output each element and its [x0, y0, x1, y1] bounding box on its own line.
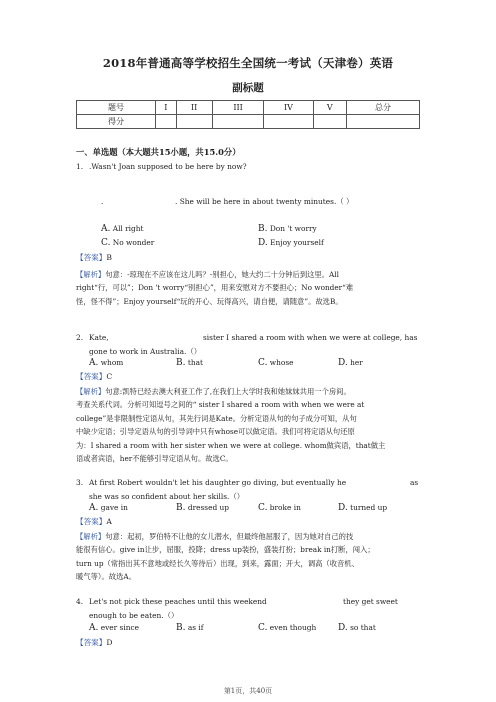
score-cell	[156, 115, 177, 129]
score-cell	[212, 115, 264, 129]
score-cell	[313, 115, 347, 129]
option-a: A. whom	[89, 358, 124, 368]
analysis-block: 【解析】句意：-琼现在不应该在这儿吗？-别担心，她大约二十分钟后到这里。All right“行，可以”；Don 't worry“别担心”，用来安慰对方不要担心；No wonder“难 怪，怪不得”；Enjoy yourself“玩的开心、玩得高兴，请自便，请随意”。故选B。	[76, 270, 354, 306]
question-stem: enough to be eaten.（）	[89, 611, 179, 620]
option-c: C. broke in	[258, 503, 301, 513]
analysis-block: 【解析】句意：起初，罗伯特不让他的女儿潜水，但最终他屈服了，因为她对自己的技 能很有信心。give in让步，屈服，投降；dress up装扮，盛装打扮；break in打断，闯入； turn up（常指出其不意地或经长久等待后）出现，到来，露面；开大，调高（收音机、 暖气等）。故选A。	[76, 532, 375, 582]
option-a: A. All right	[101, 224, 144, 234]
question-stem: Kate,	[89, 333, 109, 342]
table-header-cell: V	[313, 101, 347, 115]
question-number: 4.	[76, 597, 84, 606]
document-subtitle: 副标题	[232, 82, 264, 94]
document-title: 2018年普通高等学校招生全国统一考试（天津卷）英语	[102, 56, 394, 70]
score-cell	[176, 115, 212, 129]
option-d: D. so that	[338, 623, 376, 633]
question-stem: . She will be here in about twenty minutes.（ ）	[175, 197, 354, 206]
score-cell	[347, 115, 420, 129]
question-stem: .Wasn't Joan supposed to be here by now?	[89, 162, 247, 171]
table-header-cell: III	[212, 101, 264, 115]
question-number: 1.	[76, 162, 84, 171]
question-stem: Let's not pick these peaches until this weekend	[89, 597, 267, 606]
question-stem: gone to work in Australia.（）	[89, 347, 202, 356]
page-footer: 第1页，共40页	[223, 687, 273, 695]
option-a: A. gave in	[89, 503, 128, 513]
table-header-cell: I	[156, 101, 177, 115]
option-c: C. whose	[258, 358, 294, 368]
option-d: D. her	[338, 358, 363, 368]
question-stem: as	[410, 478, 419, 487]
question-stem: At first Robert wouldn't let his daughter go diving, but eventually he	[89, 478, 347, 487]
score-table-header-row	[77, 101, 420, 115]
table-header-cell: 题号	[77, 101, 156, 115]
option-b: B. dressed up	[176, 503, 230, 513]
question-stem: she was so confident about her skills.（）	[89, 492, 245, 501]
section-heading: 一、单选题（本大题共15小题，共15.0分）	[76, 147, 241, 157]
table-row-label: 得分	[77, 115, 156, 129]
answer-line: 【答案】C	[76, 372, 113, 381]
table-header-cell: II	[176, 101, 212, 115]
option-a: A. ever since	[89, 623, 139, 633]
score-cell	[264, 115, 313, 129]
question-stem: sister I shared a room with when we were at college, has	[203, 333, 418, 342]
option-b: B. Don 't worry	[258, 224, 317, 234]
score-table-score-row	[77, 115, 420, 129]
option-d: D. Enjoy yourself	[258, 238, 324, 248]
answer-line: 【答案】B	[76, 253, 112, 262]
analysis-block: 【解析】句意:凯特已经去澳大利亚工作了,在我们上大学时我和她妹妹共用一个房间。 考查关系代词。分析可知逗号之间的“ sister I shared a room with when we were at college”是非限制性定语从句，其先行词是Kate。分析定语从句的句子成分可知，从句 中缺少定语；引导定语从句的引导词中只有whose可以做定语。我们可将定语从句还原 为：I shared a room with her sister when we were at college. whom做宾语，that做主 语或者宾语，her不能够引导定语从句。故选C。	[76, 387, 386, 464]
table-header-cell: IV	[264, 101, 313, 115]
option-b: B. that	[176, 358, 203, 368]
option-c: C. even though	[258, 623, 317, 633]
question-number: 3.	[76, 478, 84, 487]
answer-line: 【答案】D	[76, 638, 113, 647]
table-header-cell: 总分	[347, 101, 420, 115]
answer-line: 【答案】A	[76, 517, 112, 526]
option-b: B. as if	[176, 623, 204, 633]
question-stem: they get sweet	[343, 597, 398, 606]
option-c: C. No wonder	[101, 238, 155, 248]
question-number: 2.	[76, 333, 84, 342]
option-d: D. turned up	[338, 503, 388, 513]
score-table	[76, 100, 420, 129]
question-stem: .	[101, 197, 104, 206]
